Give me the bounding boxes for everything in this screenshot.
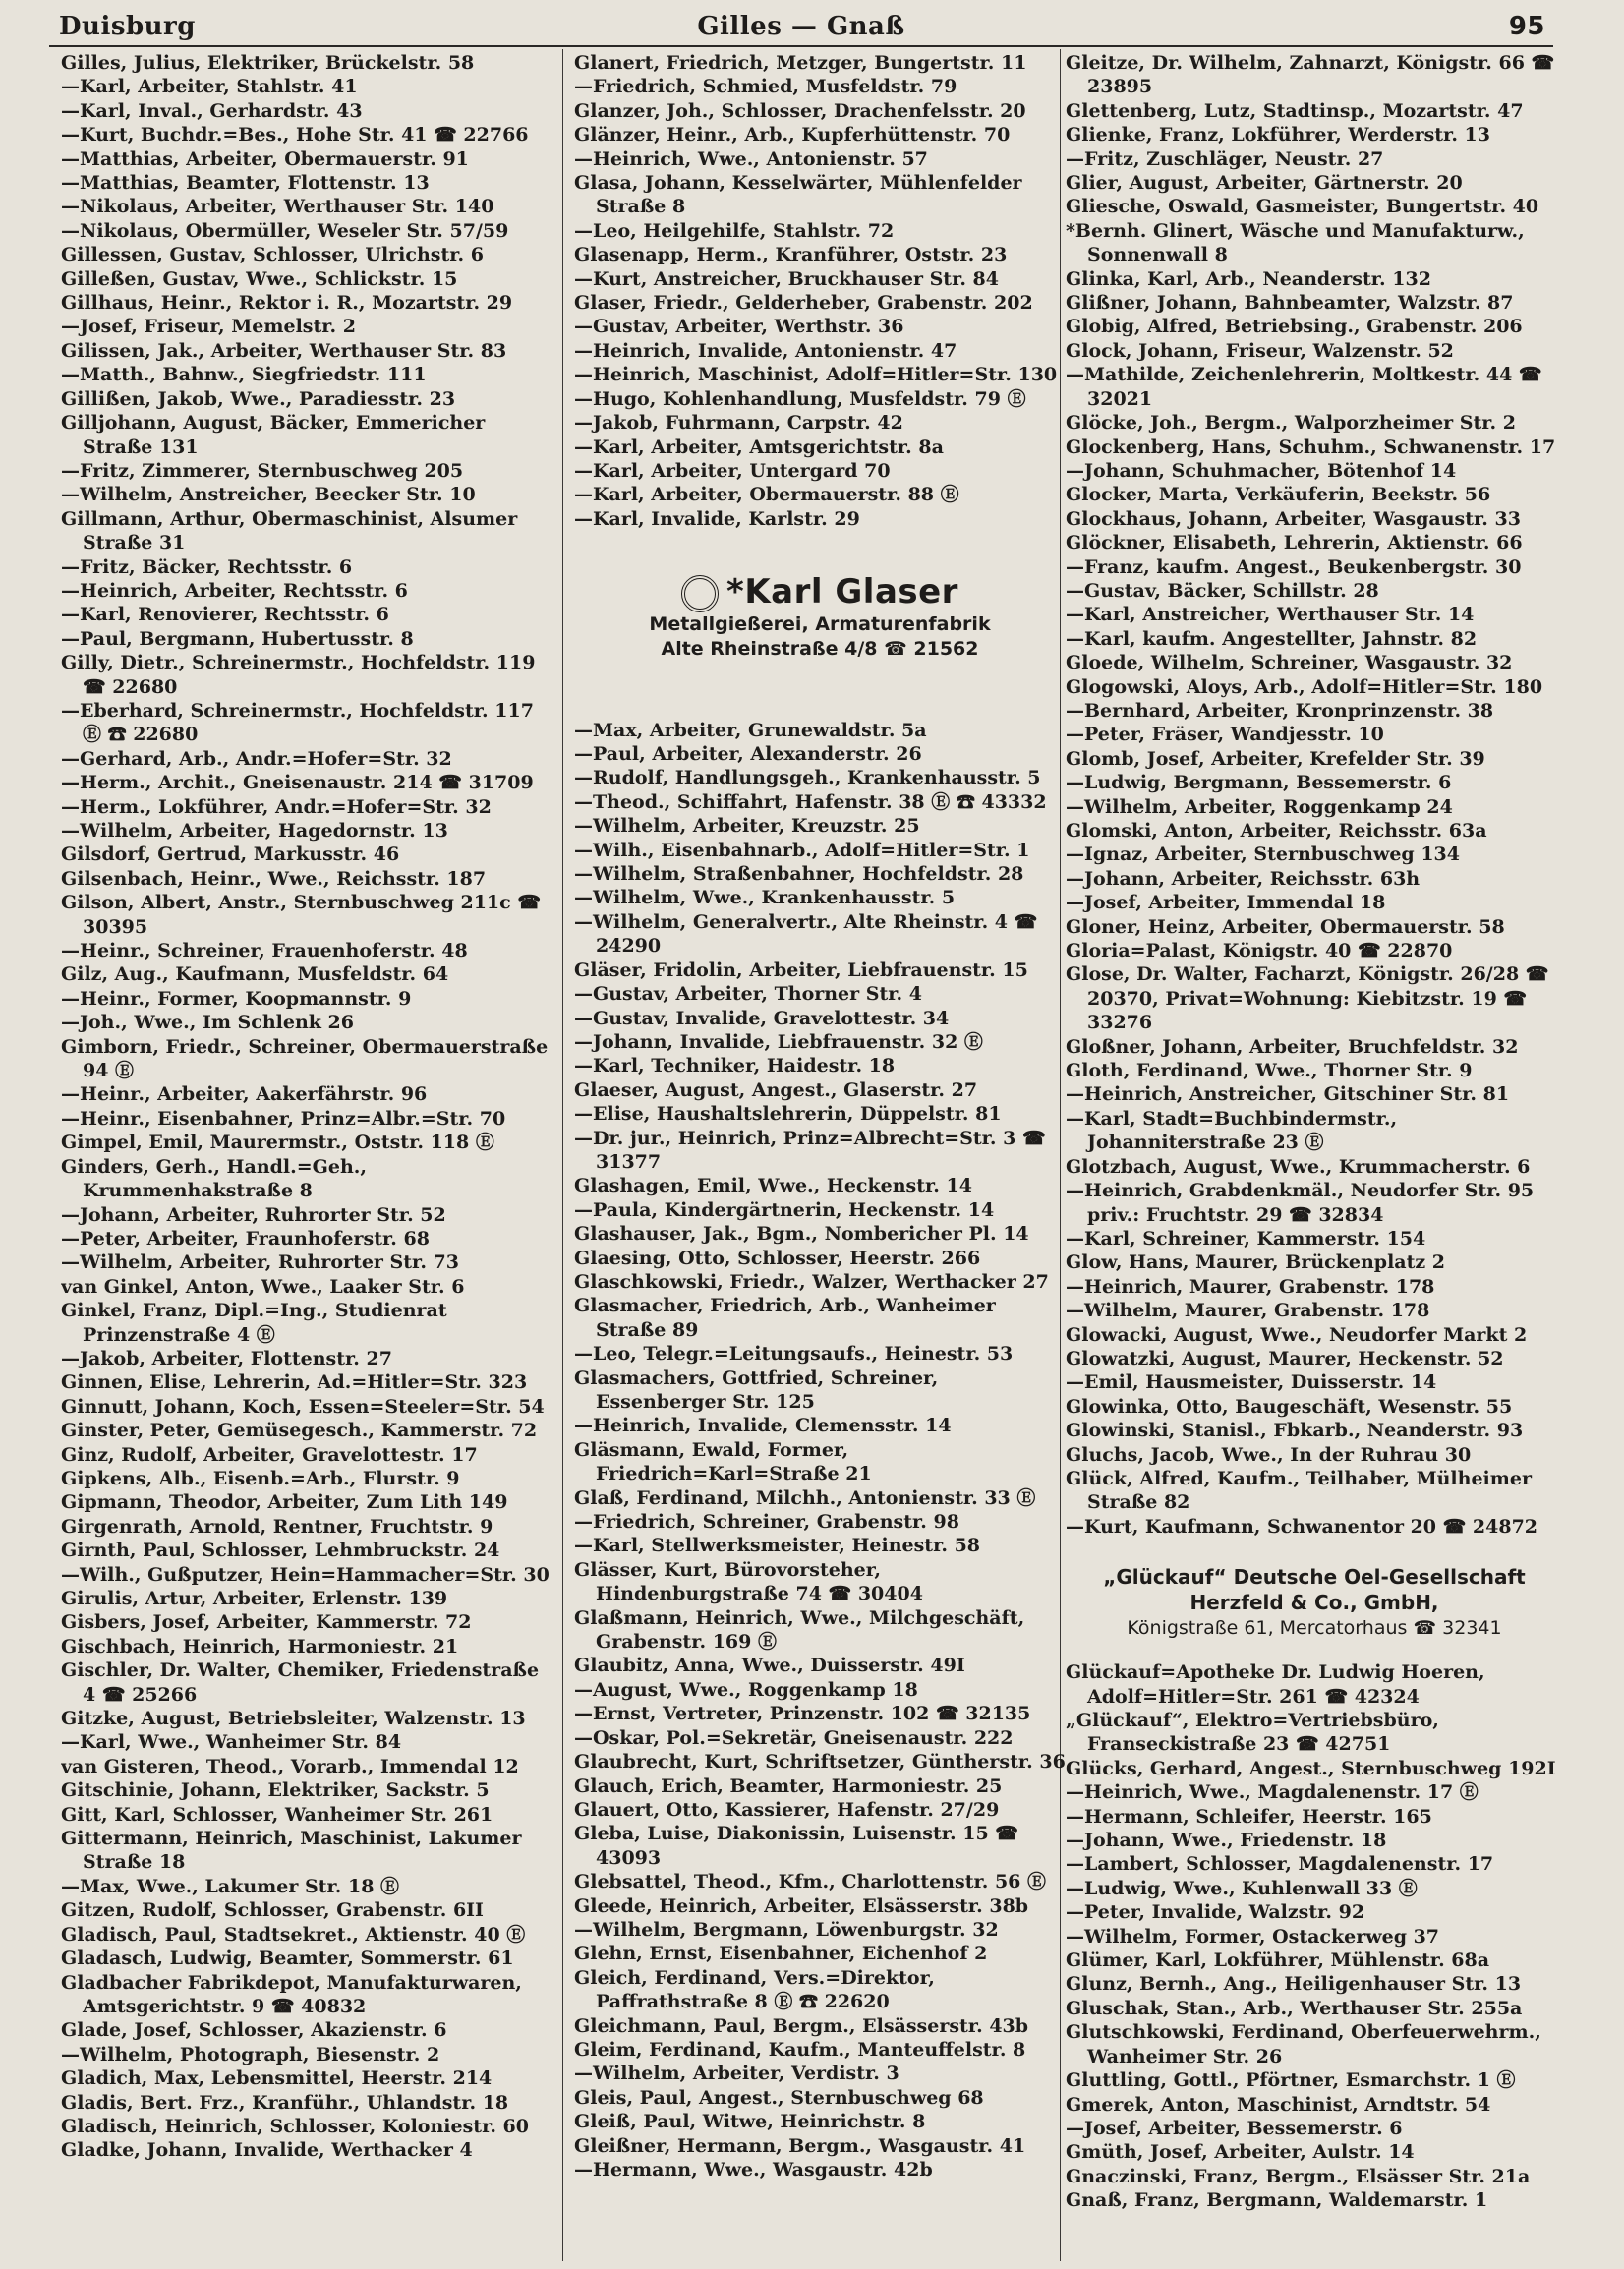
directory-entry: —Friedrich, Schmied, Musfeldstr. 79 xyxy=(574,76,957,98)
directory-entry: Gisbers, Josef, Arbeiter, Kammerstr. 72 xyxy=(61,1611,472,1634)
directory-entry: —Heinr., Arbeiter, Aakerfährstr. 96 xyxy=(61,1083,428,1106)
directory-entry: Gleiß, Paul, Witwe, Heinrichstr. 8 xyxy=(574,2111,926,2133)
directory-entry: —Heinrich, Grabdenkmäl., Neudorfer Str. 95 priv.: Fruchtstr. 29 ☎ 32834 xyxy=(1066,1180,1535,1226)
directory-entry: Ginkel, Franz, Dipl.=Ing., Studienrat Prinzenstraße 4 Ⓔ xyxy=(61,1300,447,1346)
directory-entry: Gillhaus, Heinr., Rektor i. R., Mozartstr. 29 xyxy=(61,292,513,315)
directory-entry: Gläsmann, Ewald, Former, Friedrich=Karl=Straße 21 xyxy=(574,1438,872,1485)
directory-entry: —Heinrich, Invalide, Clemensstr. 14 xyxy=(574,1415,952,1437)
directory-entry: Glinka, Karl, Arb., Neanderstr. 132 xyxy=(1066,267,1431,290)
page-header xyxy=(49,6,1553,47)
directory-entry: Glasa, Johann, Kesselwärter, Mühlenfelder Straße 8 xyxy=(574,172,1022,218)
directory-entry: Gilz, Aug., Kaufmann, Musfeldstr. 64 xyxy=(61,963,449,986)
directory-entry: Girulis, Artur, Arbeiter, Erlenstr. 139 xyxy=(61,1588,448,1609)
directory-entry: Glaesing, Otto, Schlosser, Heerstr. 266 xyxy=(574,1247,981,1269)
directory-entry: Gladke, Johann, Invalide, Werthacker 4 xyxy=(61,2139,473,2162)
directory-entry: Glocker, Marta, Verkäuferin, Beekstr. 56 xyxy=(1066,484,1491,506)
directory-entry: Gladbacher Fabrikdepot, Manufakturwaren, Amtsgerichtstr. 9 ☎ 40832 xyxy=(61,1971,522,2017)
directory-entry: —Matthias, Beamter, Flottenstr. 13 xyxy=(61,172,430,195)
directory-entry: —Dr. jur., Heinrich, Prinz=Albrecht=Str. 3 ☎ 31377 xyxy=(574,1127,1046,1173)
directory-entry: Ginnutt, Johann, Koch, Essen=Steeler=Str. 54 xyxy=(61,1395,545,1418)
directory-entry: —Leo, Heilgehilfe, Stahlstr. 72 xyxy=(574,219,895,242)
directory-entry: —Johann, Wwe., Friedenstr. 18 xyxy=(1066,1830,1387,1852)
directory-entry: —Paula, Kindergärtnerin, Heckenstr. 14 xyxy=(574,1198,995,1221)
directory-entry: —Heinr., Schreiner, Frauenhoferstr. 48 xyxy=(61,940,468,962)
directory-entry: Ginders, Gerh., Handl.=Geh., Krummenhakstraße 8 xyxy=(61,1155,368,1202)
directory-entry: —Max, Arbeiter, Grunewaldstr. 5a xyxy=(574,719,927,741)
directory-entry: Gnaß, Franz, Bergmann, Waldemarstr. 1 xyxy=(1066,2189,1488,2212)
directory-entry: Glasmachers, Gottfried, Schreiner, Essenberger Str. 125 xyxy=(574,1367,939,1413)
directory-entry: Glöckner, Elisabeth, Lehrerin, Aktienstr. 66 xyxy=(1066,532,1523,554)
directory-entry: —Elise, Haushaltslehrerin, Düppelstr. 81 xyxy=(574,1103,1002,1126)
directory-entry: Glaeser, August, Angest., Glaserstr. 27 xyxy=(574,1078,978,1101)
column-1 xyxy=(61,51,551,2261)
directory-entry: Gilles, Julius, Elektriker, Brückelstr. 58 xyxy=(61,52,475,74)
directory-entry: Glasenapp, Herm., Kranführer, Oststr. 23 xyxy=(574,244,1008,266)
directory-entry: Ginster, Peter, Gemüsegesch., Kammerstr. 72 xyxy=(61,1420,538,1442)
directory-entry: Glaßmann, Heinrich, Wwe., Milchgeschäft, Grabenstr. 169 Ⓔ xyxy=(574,1606,1025,1654)
directory-entry: —Johann, Invalide, Liebfrauenstr. 32 Ⓔ xyxy=(574,1030,983,1053)
directory-entry: —Karl, Renovierer, Rechtsstr. 6 xyxy=(61,604,389,626)
directory-entry: Glockhaus, Johann, Arbeiter, Wasgaustr. 33 xyxy=(1066,507,1521,530)
entry-list xyxy=(574,51,1066,531)
directory-entry: —Peter, Invalide, Walzstr. 92 xyxy=(1066,1901,1365,1924)
directory-entry: *Bernh. Glinert, Wäsche und Manufakturw., Sonnenwall 8 xyxy=(1066,219,1525,266)
advertisement-karl-glaser xyxy=(574,572,1066,662)
directory-entry: —Johann, Arbeiter, Reichsstr. 63h xyxy=(1066,867,1421,890)
directory-entry: —Wilhelm, Maurer, Grabenstr. 178 xyxy=(1066,1300,1430,1322)
directory-entry: Gladisch, Heinrich, Schlosser, Koloniestr. 60 xyxy=(61,2115,530,2137)
directory-entry: —Karl, Inval., Gerhardstr. 43 xyxy=(61,99,363,122)
directory-entry: Glow, Hans, Maurer, Brückenplatz 2 xyxy=(1066,1251,1446,1274)
directory-entry: Glehn, Ernst, Eisenbahner, Eichenhof 2 xyxy=(574,1943,988,1965)
directory-entry: —Herm., Archit., Gneisenaustr. 214 ☎ 31709 xyxy=(61,772,534,794)
directory-entry: Glomski, Anton, Arbeiter, Reichsstr. 63a xyxy=(1066,820,1487,842)
directory-entry: Gilsdorf, Gertrud, Markusstr. 46 xyxy=(61,844,400,866)
directory-entry: Gloria=Palast, Königstr. 40 ☎ 22870 xyxy=(1066,940,1453,962)
directory-entry: —Karl, Arbeiter, Amtsgerichtstr. 8a xyxy=(574,436,944,458)
directory-entry: —Karl, kaufm. Angestellter, Jahnstr. 82 xyxy=(1066,627,1478,650)
column-3 xyxy=(1066,51,1563,2261)
directory-entry: Gleede, Heinrich, Arbeiter, Elsässerstr. 38b xyxy=(574,1894,1029,1917)
directory-entry: —Lambert, Schlosser, Magdalenenstr. 17 xyxy=(1066,1853,1494,1876)
directory-entry: —Karl, Arbeiter, Stahlstr. 41 xyxy=(61,76,358,98)
directory-entry: Glowinski, Stanisl., Fbkarb., Neanderstr. 93 xyxy=(1066,1420,1524,1442)
directory-entry: —Jakob, Arbeiter, Flottenstr. 27 xyxy=(61,1347,392,1369)
directory-entry: Gladich, Max, Lebensmittel, Heerstr. 214 xyxy=(61,2067,493,2090)
directory-entry: Gimborn, Friedr., Schreiner, Obermauerstraße 94 Ⓔ xyxy=(61,1035,549,1082)
directory-entry: —August, Wwe., Roggenkamp 18 xyxy=(574,1678,918,1701)
column-divider xyxy=(562,49,563,2261)
directory-entry: —Hermann, Wwe., Wasgaustr. 42b xyxy=(574,2159,933,2181)
directory-entry: —Paul, Arbeiter, Alexanderstr. 26 xyxy=(574,743,922,766)
ad-business-line: Metallgießerei, Armaturenfabrik xyxy=(649,612,991,635)
directory-entry: —Matth., Bahnw., Siegfriedstr. 111 xyxy=(61,364,427,386)
directory-entry: —Max, Wwe., Lakumer Str. 18 Ⓔ xyxy=(61,1875,400,1897)
directory-entry: —Franz, kaufm. Angest., Beukenbergstr. 30 xyxy=(1066,555,1522,578)
directory-entry: —Karl, Wwe., Wanheimer Str. 84 xyxy=(61,1731,402,1754)
directory-entry: Glückauf=Apotheke Dr. Ludwig Hoeren, Adolf=Hitler=Str. 261 ☎ 42324 xyxy=(1066,1661,1485,1708)
directory-entry: —Ludwig, Wwe., Kuhlenwall 33 Ⓔ xyxy=(1066,1877,1418,1899)
directory-entry: —Wilhelm, Bergmann, Löwenburgstr. 32 xyxy=(574,1918,999,1941)
directory-entry: —Herm., Lokführer, Andr.=Hofer=Str. 32 xyxy=(61,795,492,818)
entry-list xyxy=(1066,1660,1563,2212)
header-city: Duisburg xyxy=(59,12,196,41)
directory-entry: Glaubitz, Anna, Wwe., Duisserstr. 49I xyxy=(574,1655,965,1677)
directory-entry: Gleichmann, Paul, Bergm., Elsässerstr. 43b xyxy=(574,2014,1029,2037)
directory-entry: Gitt, Karl, Schlosser, Wanheimer Str. 261 xyxy=(61,1803,493,1826)
directory-entry: Gitzen, Rudolf, Schlosser, Grabenstr. 6II xyxy=(61,1899,484,1922)
directory-entry: Glaß, Ferdinand, Milchh., Antonienstr. 33 Ⓔ xyxy=(574,1486,1036,1509)
directory-entry: Gmüth, Josef, Arbeiter, Aulstr. 14 xyxy=(1066,2141,1415,2164)
directory-entry: Glashauser, Jak., Bgm., Nombericher Pl. 14 xyxy=(574,1223,1029,1246)
ad-company-name xyxy=(574,572,1066,612)
directory-entry: —Heinr., Eisenbahner, Prinz=Albr.=Str. 70 xyxy=(61,1107,506,1130)
directory-entry: —Josef, Arbeiter, Immendal 18 xyxy=(1066,892,1386,914)
directory-entry: —Karl, Stellwerksmeister, Heinestr. 58 xyxy=(574,1535,981,1557)
directory-entry: Gleis, Paul, Angest., Sternbuschweg 68 xyxy=(574,2086,984,2109)
directory-entry: —Eberhard, Schreinermstr., Hochfeldstr. 117 Ⓔ ☎ 22680 xyxy=(61,699,534,746)
directory-entry: Gilly, Dietr., Schreinermstr., Hochfeldstr. 119 ☎ 22680 xyxy=(61,652,536,698)
directory-entry: —Karl, Stadt=Buchbindermstr., Johanniterstraße 23 Ⓔ xyxy=(1066,1107,1398,1154)
directory-entry: Glowinka, Otto, Baugeschäft, Wesenstr. 55 xyxy=(1066,1395,1513,1418)
directory-entry: —Wilhelm, Anstreicher, Beecker Str. 10 xyxy=(61,484,476,506)
directory-entry: —Gustav, Arbeiter, Thorner Str. 4 xyxy=(574,983,922,1006)
directory-entry: —Gerhard, Arb., Andr.=Hofer=Str. 32 xyxy=(61,747,452,770)
page-number: 95 xyxy=(1508,12,1545,41)
directory-entry: —Heinrich, Anstreicher, Gitschiner Str. 81 xyxy=(1066,1083,1510,1106)
directory-entry: Gloßner, Johann, Arbeiter, Bruchfeldstr. 32 xyxy=(1066,1035,1519,1058)
directory-entry: —Wilhelm, Former, Ostackerweg 37 xyxy=(1066,1925,1440,1948)
directory-entry: Glücks, Gerhard, Angest., Sternbuschweg 192I xyxy=(1066,1757,1556,1779)
directory-entry: Gillißen, Jakob, Wwe., Paradiesstr. 23 xyxy=(61,387,456,410)
directory-entry: Glißner, Johann, Bahnbeamter, Walzstr. 87 xyxy=(1066,292,1514,315)
directory-entry: Ginz, Rudolf, Arbeiter, Gravelottestr. 17 xyxy=(61,1443,478,1466)
directory-entry: Gladasch, Ludwig, Beamter, Sommerstr. 61 xyxy=(61,1948,514,1970)
directory-entry: Gluschak, Stan., Arb., Werthauser Str. 255a xyxy=(1066,1997,1523,2019)
directory-entry: Glowacki, August, Wwe., Neudorfer Markt 2 xyxy=(1066,1323,1528,1346)
directory-entry: Gilson, Albert, Anstr., Sternbuschweg 211c ☎ 30395 xyxy=(61,892,542,938)
directory-entry: —Josef, Arbeiter, Bessemerstr. 6 xyxy=(1066,2117,1403,2139)
directory-entry: Gischbach, Heinrich, Harmoniestr. 21 xyxy=(61,1635,459,1658)
ad-address-line: Alte Rheinstraße 4/8 ☎ 21562 xyxy=(661,637,979,660)
directory-entry: Glade, Josef, Schlosser, Akazienstr. 6 xyxy=(61,2019,447,2042)
directory-entry: —Wilhelm, Wwe., Krankenhausstr. 5 xyxy=(574,887,956,909)
directory-entry: Gilljohann, August, Bäcker, Emmericher Straße 131 xyxy=(61,412,486,458)
directory-entry: Glück, Alfred, Kaufm., Teilhaber, Mülheimer Straße 82 xyxy=(1066,1467,1532,1514)
directory-entry: Gläser, Fridolin, Arbeiter, Liebfrauenstr. 15 xyxy=(574,959,1028,981)
directory-entry: —Peter, Arbeiter, Fraunhoferstr. 68 xyxy=(61,1227,430,1250)
company-logo-icon xyxy=(681,575,719,612)
directory-entry: —Joh., Wwe., Im Schlenk 26 xyxy=(61,1012,354,1034)
directory-entry: —Emil, Hausmeister, Duisserstr. 14 xyxy=(1066,1371,1437,1394)
directory-entry: —Leo, Telegr.=Leitungsaufs., Heinestr. 53 xyxy=(574,1343,1014,1366)
directory-entry: Glashagen, Emil, Wwe., Heckenstr. 14 xyxy=(574,1175,972,1197)
directory-entry: —Oskar, Pol.=Sekretär, Gneisenaustr. 222 xyxy=(574,1726,1014,1749)
directory-entry: Glose, Dr. Walter, Facharzt, Königstr. 26/28 ☎ 20370, Privat=Wohnung: Kiebitzstr. 19 ☎ 33276 xyxy=(1066,963,1549,1034)
directory-entry: —Theod., Schiffahrt, Hafenstr. 38 Ⓔ ☎ 43332 xyxy=(574,790,1047,813)
directory-entry: Globig, Alfred, Betriebsing., Grabenstr. 206 xyxy=(1066,316,1523,338)
directory-entry: Gleim, Ferdinand, Kaufm., Manteuffelstr. 8 xyxy=(574,2038,1026,2061)
directory-entry: Gilsenbach, Heinr., Wwe., Reichsstr. 187 xyxy=(61,867,487,890)
directory-entry: van Gisteren, Theod., Vorarb., Immendal 12 xyxy=(61,1755,519,1777)
directory-entry: —Nikolaus, Obermüller, Weseler Str. 57/59 xyxy=(61,219,509,242)
directory-entry: —Fritz, Zimmerer, Sternbuschweg 205 xyxy=(61,459,464,482)
directory-entry: —Heinrich, Wwe., Magdalenenstr. 17 Ⓔ xyxy=(1066,1781,1479,1804)
directory-entry: —Wilhelm, Arbeiter, Verdistr. 3 xyxy=(574,2063,899,2085)
ad-address-line: Königstraße 61, Mercatorhaus ☎ 32341 xyxy=(1127,1617,1502,1640)
directory-entry: —Josef, Friseur, Memelstr. 2 xyxy=(61,316,356,338)
directory-entry: —Karl, Arbeiter, Obermauerstr. 88 Ⓔ xyxy=(574,484,959,506)
directory-entry: Gipmann, Theodor, Arbeiter, Zum Lith 149 xyxy=(61,1491,508,1514)
directory-entry: —Gustav, Arbeiter, Werthstr. 36 xyxy=(574,316,904,338)
entry-list xyxy=(1066,51,1563,1539)
directory-entry: —Karl, Arbeiter, Untergard 70 xyxy=(574,459,891,482)
directory-entry: —Mathilde, Zeichenlehrerin, Moltkestr. 44 ☎ 32021 xyxy=(1066,364,1542,410)
directory-entry: Gipkens, Alb., Eisenb.=Arb., Flurstr. 9 xyxy=(61,1467,460,1489)
directory-entry: Gillmann, Arthur, Obermaschinist, Alsumer Straße 31 xyxy=(61,507,518,554)
directory-entry: Gnaczinski, Franz, Bergm., Elsässer Str. 21a xyxy=(1066,2165,1531,2187)
directory-entry: Glöcke, Joh., Bergm., Walporzheimer Str. 2 xyxy=(1066,412,1517,435)
directory-entry: —Heinrich, Arbeiter, Rechtsstr. 6 xyxy=(61,579,408,602)
directory-entry: —Heinrich, Maschinist, Adolf=Hitler=Str. 130 xyxy=(574,364,1058,386)
directory-entry: Glettenberg, Lutz, Stadtinsp., Mozartstr. 47 xyxy=(1066,99,1524,122)
directory-entry: Glänzer, Heinr., Arb., Kupferhüttenstr. 70 xyxy=(574,124,1011,146)
directory-entry: Gittermann, Heinrich, Maschinist, Lakumer Straße 18 xyxy=(61,1828,522,1874)
directory-entry: Glanzer, Joh., Schlosser, Drachenfelsstr. 20 xyxy=(574,99,1026,122)
directory-entry: —Heinrich, Wwe., Antonienstr. 57 xyxy=(574,147,928,170)
directory-entry: Glutschkowski, Ferdinand, Oberfeuerwehrm., Wanheimer Str. 26 xyxy=(1066,2021,1541,2067)
directory-entry: Glaschkowski, Friedr., Walzer, Werthacker 27 xyxy=(574,1270,1049,1293)
directory-entry: —Heinr., Former, Koopmannstr. 9 xyxy=(61,987,412,1010)
directory-entry: —Nikolaus, Arbeiter, Werthauser Str. 140 xyxy=(61,196,494,218)
directory-entry: —Heinrich, Maurer, Grabenstr. 178 xyxy=(1066,1275,1435,1298)
directory-entry: —Kurt, Buchdr.=Bes., Hohe Str. 41 ☎ 22766 xyxy=(61,124,529,146)
directory-entry: —Paul, Bergmann, Hubertusstr. 8 xyxy=(61,627,414,650)
ad-company-name: „Glückauf“ Deutsche Oel-Gesellschaft xyxy=(1103,1565,1526,1590)
directory-entry: Glauch, Erich, Beamter, Harmoniestr. 25 xyxy=(574,1774,1003,1797)
directory-entry: Glebsattel, Theod., Kfm., Charlottenstr. 56 Ⓔ xyxy=(574,1871,1047,1893)
directory-entry: Gleißner, Hermann, Bergm., Wasgaustr. 41 xyxy=(574,2134,1026,2157)
directory-entry: —Ludwig, Bergmann, Bessemerstr. 6 xyxy=(1066,772,1452,794)
directory-entry: Gischler, Dr. Walter, Chemiker, Friedenstraße 4 ☎ 25266 xyxy=(61,1659,540,1706)
directory-entry: Ginnen, Elise, Lehrerin, Ad.=Hitler=Str. 323 xyxy=(61,1371,528,1394)
directory-entry: Gluchs, Jacob, Wwe., In der Ruhrau 30 xyxy=(1066,1443,1472,1466)
directory-entry: Gitzke, August, Betriebsleiter, Walzenstr. 13 xyxy=(61,1708,526,1730)
directory-entry: Glanert, Friedrich, Metzger, Bungertstr. 11 xyxy=(574,52,1027,74)
directory-entry: —Fritz, Zuschläger, Neustr. 27 xyxy=(1066,147,1384,170)
directory-entry: —Wilhelm, Straßenbahner, Hochfeldstr. 28 xyxy=(574,863,1024,886)
directory-entry: Gleich, Ferdinand, Vers.=Direktor, Paffrathstraße 8 Ⓔ ☎ 22620 xyxy=(574,1966,935,2013)
directory-entry: —Karl, Schreiner, Kammerstr. 154 xyxy=(1066,1227,1426,1250)
header-range: Gilles — Gnaß xyxy=(697,12,905,41)
directory-entry: —Johann, Schuhmacher, Bötenhof 14 xyxy=(1066,459,1457,482)
directory-entry: „Glückauf“, Elektro=Vertriebsbüro, Franseckistraße 23 ☎ 42751 xyxy=(1066,1710,1439,1756)
ad-name-text: *Karl Glaser xyxy=(726,572,958,612)
directory-entry: —Wilhelm, Arbeiter, Kreuzstr. 25 xyxy=(574,815,920,838)
directory-entry: Gmerek, Anton, Maschinist, Arndtstr. 54 xyxy=(1066,2093,1491,2116)
directory-entry: Gleitze, Dr. Wilhelm, Zahnarzt, Königstr. 66 ☎ 23895 xyxy=(1066,52,1555,98)
directory-entry: Gliesche, Oswald, Gasmeister, Bungertstr. 40 xyxy=(1066,196,1539,218)
directory-entry: —Wilh., Eisenbahnarb., Adolf=Hitler=Str. 1 xyxy=(574,839,1030,861)
directory-entry: —Wilhelm, Arbeiter, Hagedornstr. 13 xyxy=(61,820,448,842)
directory-entry: Girgenrath, Arnold, Rentner, Fruchtstr. 9 xyxy=(61,1515,493,1538)
directory-entry: Glogowski, Aloys, Arb., Adolf=Hitler=Str. 180 xyxy=(1066,675,1543,698)
directory-entry: Glockenberg, Hans, Schuhm., Schwanenstr. 17 xyxy=(1066,436,1556,458)
directory-entry: Glässer, Kurt, Bürovorsteher, Hindenburgstraße 74 ☎ 30404 xyxy=(574,1558,923,1605)
directory-entry: Girnth, Paul, Schlosser, Lehmbruckstr. 24 xyxy=(61,1540,500,1562)
directory-entry: —Wilhelm, Arbeiter, Roggenkamp 24 xyxy=(1066,795,1453,818)
ad-company-form: Herzfeld & Co., GmbH, xyxy=(1189,1591,1439,1615)
directory-entry: —Heinrich, Invalide, Antonienstr. 47 xyxy=(574,339,957,362)
directory-entry: —Karl, Anstreicher, Werthauser Str. 14 xyxy=(1066,604,1475,626)
directory-entry: Gleba, Luise, Diakonissin, Luisenstr. 15 ☎ 43093 xyxy=(574,1823,1018,1869)
directory-entry: —Kurt, Anstreicher, Bruckhauser Str. 84 xyxy=(574,267,999,290)
directory-entry: Glasmacher, Friedrich, Arb., Wanheimer Straße 89 xyxy=(574,1295,996,1341)
directory-entry: Gilissen, Jak., Arbeiter, Werthauser Str. 83 xyxy=(61,339,507,362)
directory-entry: Gloth, Ferdinand, Wwe., Thorner Str. 9 xyxy=(1066,1060,1473,1082)
directory-entry: —Wilh., Gußputzer, Hein=Hammacher=Str. 30 xyxy=(61,1563,550,1586)
directory-entry: Gillessen, Gustav, Schlosser, Ulrichstr. 6 xyxy=(61,244,484,266)
directory-entry: Gloner, Heinz, Arbeiter, Obermauerstr. 58 xyxy=(1066,915,1505,938)
directory-entry: —Karl, Invalide, Karlstr. 29 xyxy=(574,507,860,530)
directory-entry: —Kurt, Kaufmann, Schwanentor 20 ☎ 24872 xyxy=(1066,1515,1538,1538)
directory-entry: Glienke, Franz, Lokführer, Werderstr. 13 xyxy=(1066,124,1490,146)
directory-entry: —Wilhelm, Generalvertr., Alte Rheinstr. 4 ☎ 24290 xyxy=(574,910,1038,958)
directory-entry: Glümer, Karl, Lokführer, Mühlenstr. 68a xyxy=(1066,1949,1490,1972)
directory-entry: —Karl, Techniker, Haidestr. 18 xyxy=(574,1055,896,1077)
column-2 xyxy=(574,51,1066,2261)
directory-entry: —Gustav, Bäcker, Schillstr. 28 xyxy=(1066,579,1379,602)
directory-entry: Gladis, Bert. Frz., Kranführ., Uhlandstr. 18 xyxy=(61,2091,509,2114)
directory-entry: van Ginkel, Anton, Wwe., Laaker Str. 6 xyxy=(61,1275,465,1298)
directory-entry: —Fritz, Bäcker, Rechtsstr. 6 xyxy=(61,555,353,578)
directory-entry: Gluttling, Gottl., Pförtner, Esmarchstr. 1 Ⓔ xyxy=(1066,2069,1516,2092)
directory-entry: Gloede, Wilhelm, Schreiner, Wasgaustr. 32 xyxy=(1066,652,1513,674)
directory-entry: Gimpel, Emil, Maurermstr., Oststr. 118 Ⓔ xyxy=(61,1132,494,1154)
directory-entry: Glier, August, Arbeiter, Gärtnerstr. 20 xyxy=(1066,172,1463,195)
directory-entry: Glock, Johann, Friseur, Walzenstr. 52 xyxy=(1066,339,1454,362)
directory-entry: —Ignaz, Arbeiter, Sternbuschweg 134 xyxy=(1066,844,1460,866)
directory-entry: —Gustav, Invalide, Gravelottestr. 34 xyxy=(574,1007,950,1029)
directory-entry: Glauert, Otto, Kassierer, Hafenstr. 27/29 xyxy=(574,1798,1000,1821)
directory-entry: —Johann, Arbeiter, Ruhrorter Str. 52 xyxy=(61,1203,446,1226)
directory-entry: Glotzbach, August, Wwe., Krummacherstr. 6 xyxy=(1066,1155,1531,1178)
directory-entry: —Wilhelm, Photograph, Biesenstr. 2 xyxy=(61,2043,440,2065)
directory-entry: —Hermann, Schleifer, Heerstr. 165 xyxy=(1066,1805,1432,1828)
directory-entry: —Hugo, Kohlenhandlung, Musfeldstr. 79 Ⓔ xyxy=(574,387,1026,410)
directory-entry: Glaser, Friedr., Gelderheber, Grabenstr. 202 xyxy=(574,292,1033,315)
directory-entry: Glomb, Josef, Arbeiter, Krefelder Str. 39 xyxy=(1066,747,1485,770)
directory-entry: —Peter, Fräser, Wandjesstr. 10 xyxy=(1066,724,1384,746)
directory-entry: —Matthias, Arbeiter, Obermauerstr. 91 xyxy=(61,147,469,170)
directory-entry: Gilleßen, Gustav, Wwe., Schlickstr. 15 xyxy=(61,267,458,290)
directory-entry: —Bernhard, Arbeiter, Kronprinzenstr. 38 xyxy=(1066,699,1494,722)
directory-entry: —Friedrich, Schreiner, Grabenstr. 98 xyxy=(574,1511,959,1534)
directory-entry: Glowatzki, August, Maurer, Heckenstr. 52 xyxy=(1066,1347,1504,1369)
directory-entry: Glaubrecht, Kurt, Schriftsetzer, Güntherstr. 36 xyxy=(574,1751,1066,1774)
entry-list xyxy=(574,719,1066,2182)
directory-entry: Gitschinie, Johann, Elektriker, Sackstr. 5 xyxy=(61,1779,490,1802)
directory-entry: —Ernst, Vertreter, Prinzenstr. 102 ☎ 32135 xyxy=(574,1703,1031,1725)
directory-entry: Glunz, Bernh., Ang., Heiligenhauser Str. 13 xyxy=(1066,1973,1522,1996)
entry-list xyxy=(61,51,551,2163)
directory-entry: Gladisch, Paul, Stadtsekret., Aktienstr. 40 Ⓔ xyxy=(61,1923,526,1946)
directory-entry: —Wilhelm, Arbeiter, Ruhrorter Str. 73 xyxy=(61,1251,459,1274)
directory-entry: —Jakob, Fuhrmann, Carpstr. 42 xyxy=(574,412,903,435)
directory-entry: —Rudolf, Handlungsgeh., Krankenhausstr. 5 xyxy=(574,767,1041,789)
advertisement-glueckauf xyxy=(1066,1564,1563,1641)
